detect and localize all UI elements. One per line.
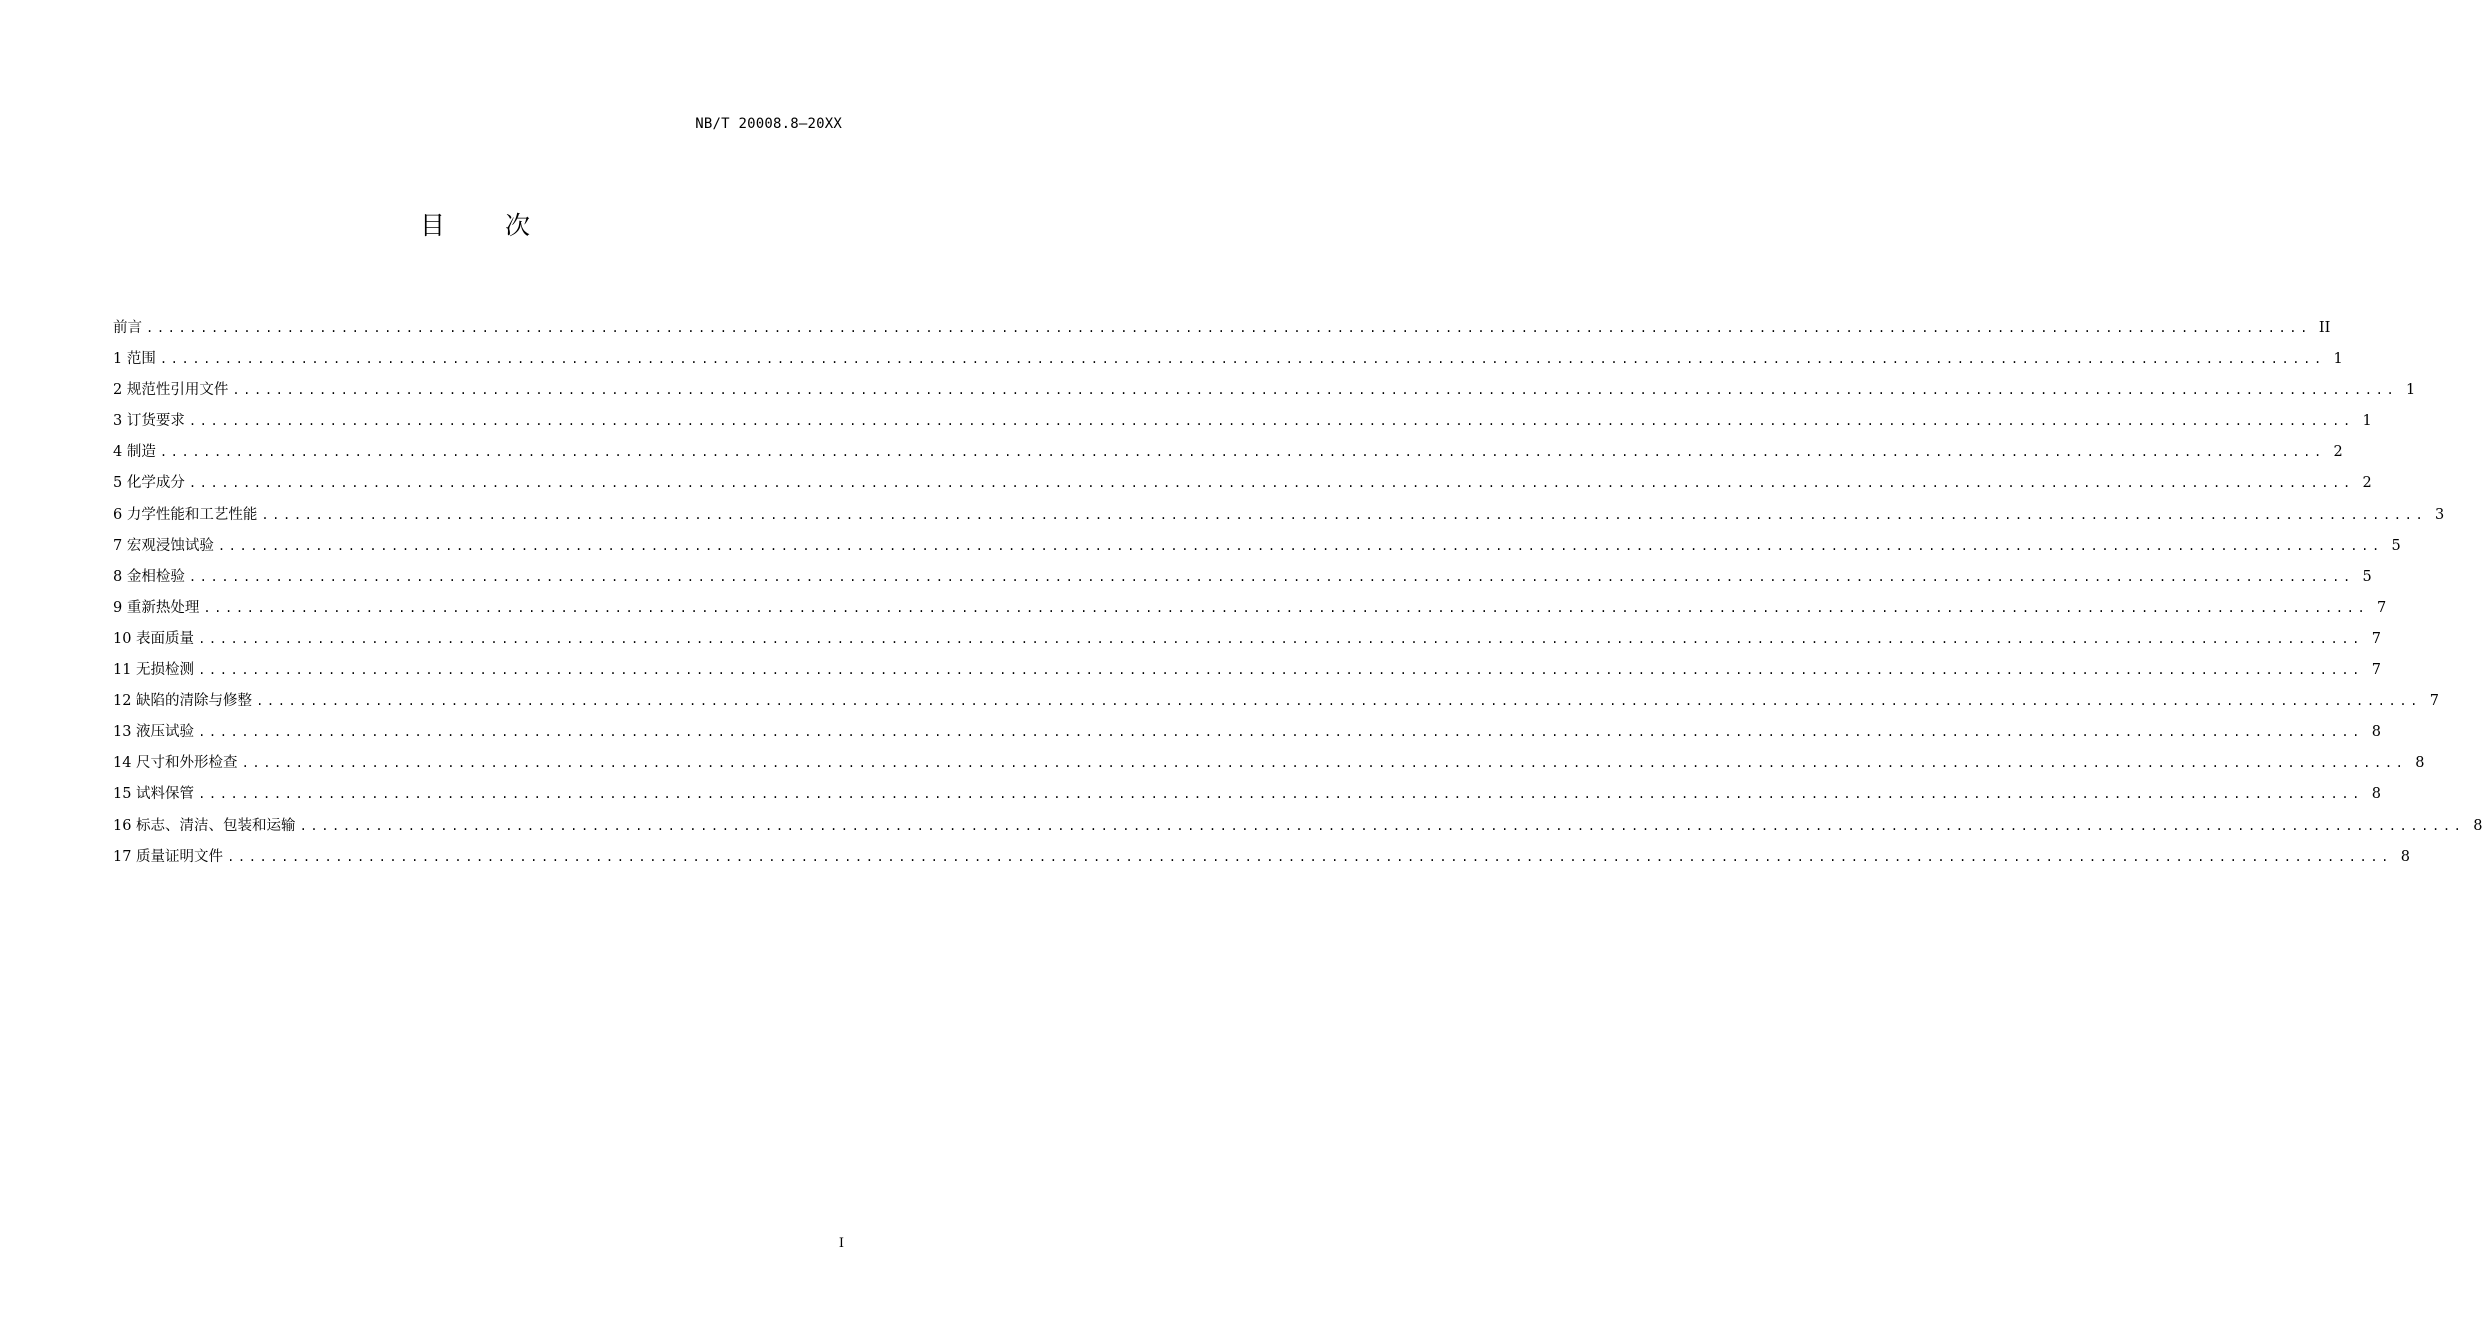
dot-leader: ........................................................................................................................................................................................................ bbox=[198, 787, 2363, 802]
toc-entry-label: 2 规范性引用文件 bbox=[113, 382, 229, 399]
dot-leader: ........................................................................................................................................................................................................ bbox=[232, 383, 2398, 398]
toc-entry[interactable] bbox=[113, 814, 2482, 845]
toc-entry-label: 12 缺陷的清除与修整 bbox=[113, 693, 253, 710]
dot-leader: ........................................................................................................................................................................................................ bbox=[159, 352, 2325, 367]
toc-entry[interactable] bbox=[113, 347, 2343, 378]
dot-leader: ........................................................................................................................................................................................................ bbox=[146, 321, 2311, 335]
toc-entry-page: 8 bbox=[2415, 755, 2425, 772]
toc-entry[interactable] bbox=[113, 471, 2372, 502]
dot-leader: ........................................................................................................................................................................................................ bbox=[203, 600, 2369, 615]
toc-entry[interactable] bbox=[113, 440, 2343, 471]
toc-entry-label: 3 订货要求 bbox=[113, 413, 185, 430]
page-number: I bbox=[838, 1236, 844, 1251]
toc-entry[interactable] bbox=[113, 565, 2372, 596]
toc-entry-label: 13 液压试验 bbox=[113, 724, 195, 741]
toc-entry-label: 1 范围 bbox=[113, 351, 156, 368]
toc-entry[interactable] bbox=[113, 720, 2381, 751]
toc-entry-page: 8 bbox=[2371, 724, 2381, 741]
dot-leader: ........................................................................................................................................................................................................ bbox=[217, 538, 2383, 553]
toc-entry[interactable] bbox=[113, 596, 2387, 627]
toc-entry[interactable] bbox=[113, 503, 2445, 534]
table-of-contents bbox=[113, 316, 2482, 876]
toc-entry-label: 5 化学成分 bbox=[113, 475, 185, 492]
dot-leader: ........................................................................................................................................................................................................ bbox=[159, 445, 2325, 460]
toc-entry-label: 15 试料保管 bbox=[113, 786, 195, 803]
toc-entry-page: 1 bbox=[2362, 413, 2372, 430]
toc-entry-page: 2 bbox=[2362, 475, 2372, 492]
dot-leader: ........................................................................................................................................................................................................ bbox=[188, 569, 2354, 584]
toc-entry-page: II bbox=[2318, 320, 2331, 336]
dot-leader: ........................................................................................................................................................................................................ bbox=[188, 414, 2354, 429]
dot-leader: ........................................................................................................................................................................................................ bbox=[261, 507, 2427, 522]
toc-entry-label: 11 无损检测 bbox=[113, 662, 195, 679]
toc-entry[interactable] bbox=[113, 782, 2381, 813]
toc-entry-label: 14 尺寸和外形检查 bbox=[113, 755, 238, 772]
document-number: NB/T 20008.8—20XX bbox=[695, 116, 842, 132]
toc-entry-page: 7 bbox=[2371, 662, 2381, 679]
dot-leader: ........................................................................................................................................................................................................ bbox=[188, 476, 2354, 491]
toc-entry-label: 8 金相检验 bbox=[113, 568, 185, 585]
toc-entry[interactable] bbox=[113, 689, 2439, 720]
toc-entry-page: 2 bbox=[2333, 444, 2343, 461]
toc-entry-page: 5 bbox=[2362, 568, 2372, 585]
dot-leader: ........................................................................................................................................................................................................ bbox=[198, 663, 2363, 678]
toc-entry[interactable] bbox=[113, 409, 2372, 440]
toc-entry-page: 7 bbox=[2371, 630, 2381, 647]
toc-entry-label: 17 质量证明文件 bbox=[113, 848, 224, 865]
dot-leader: ........................................................................................................................................................................................................ bbox=[198, 725, 2363, 740]
dot-leader: ........................................................................................................................................................................................................ bbox=[299, 818, 2465, 833]
page-title: 目 次 bbox=[420, 211, 556, 240]
toc-entry[interactable] bbox=[113, 378, 2416, 409]
toc-entry[interactable] bbox=[113, 658, 2381, 689]
toc-entry-label: 7 宏观浸蚀试验 bbox=[113, 537, 214, 554]
toc-entry-page: 8 bbox=[2400, 848, 2410, 865]
toc-entry-page: 7 bbox=[2377, 599, 2387, 616]
dot-leader: ........................................................................................................................................................................................................ bbox=[256, 694, 2421, 709]
toc-entry-label: 10 表面质量 bbox=[113, 630, 195, 647]
toc-entry-page: 7 bbox=[2429, 693, 2439, 710]
dot-leader: ........................................................................................................................................................................................................ bbox=[198, 631, 2363, 646]
toc-entry-label: 9 重新热处理 bbox=[113, 599, 200, 616]
toc-entry-page: 3 bbox=[2435, 506, 2445, 523]
dot-leader: ........................................................................................................................................................................................................ bbox=[241, 756, 2407, 771]
toc-entry-label: 前言 bbox=[113, 320, 142, 336]
toc-entry[interactable] bbox=[113, 627, 2381, 658]
toc-entry[interactable] bbox=[113, 534, 2401, 565]
toc-entry-page: 8 bbox=[2371, 786, 2381, 803]
toc-entry-page: 1 bbox=[2333, 351, 2343, 368]
dot-leader: ........................................................................................................................................................................................................ bbox=[227, 849, 2392, 864]
toc-entry-label: 6 力学性能和工艺性能 bbox=[113, 506, 258, 523]
toc-entry[interactable] bbox=[113, 845, 2410, 876]
toc-entry[interactable] bbox=[113, 316, 2331, 347]
toc-entry[interactable] bbox=[113, 751, 2425, 782]
toc-entry-page: 5 bbox=[2391, 537, 2401, 554]
toc-entry-label: 4 制造 bbox=[113, 444, 156, 461]
toc-entry-label: 16 标志、清洁、包装和运输 bbox=[113, 817, 296, 834]
toc-entry-page: 8 bbox=[2473, 817, 2482, 834]
toc-entry-page: 1 bbox=[2406, 382, 2416, 399]
